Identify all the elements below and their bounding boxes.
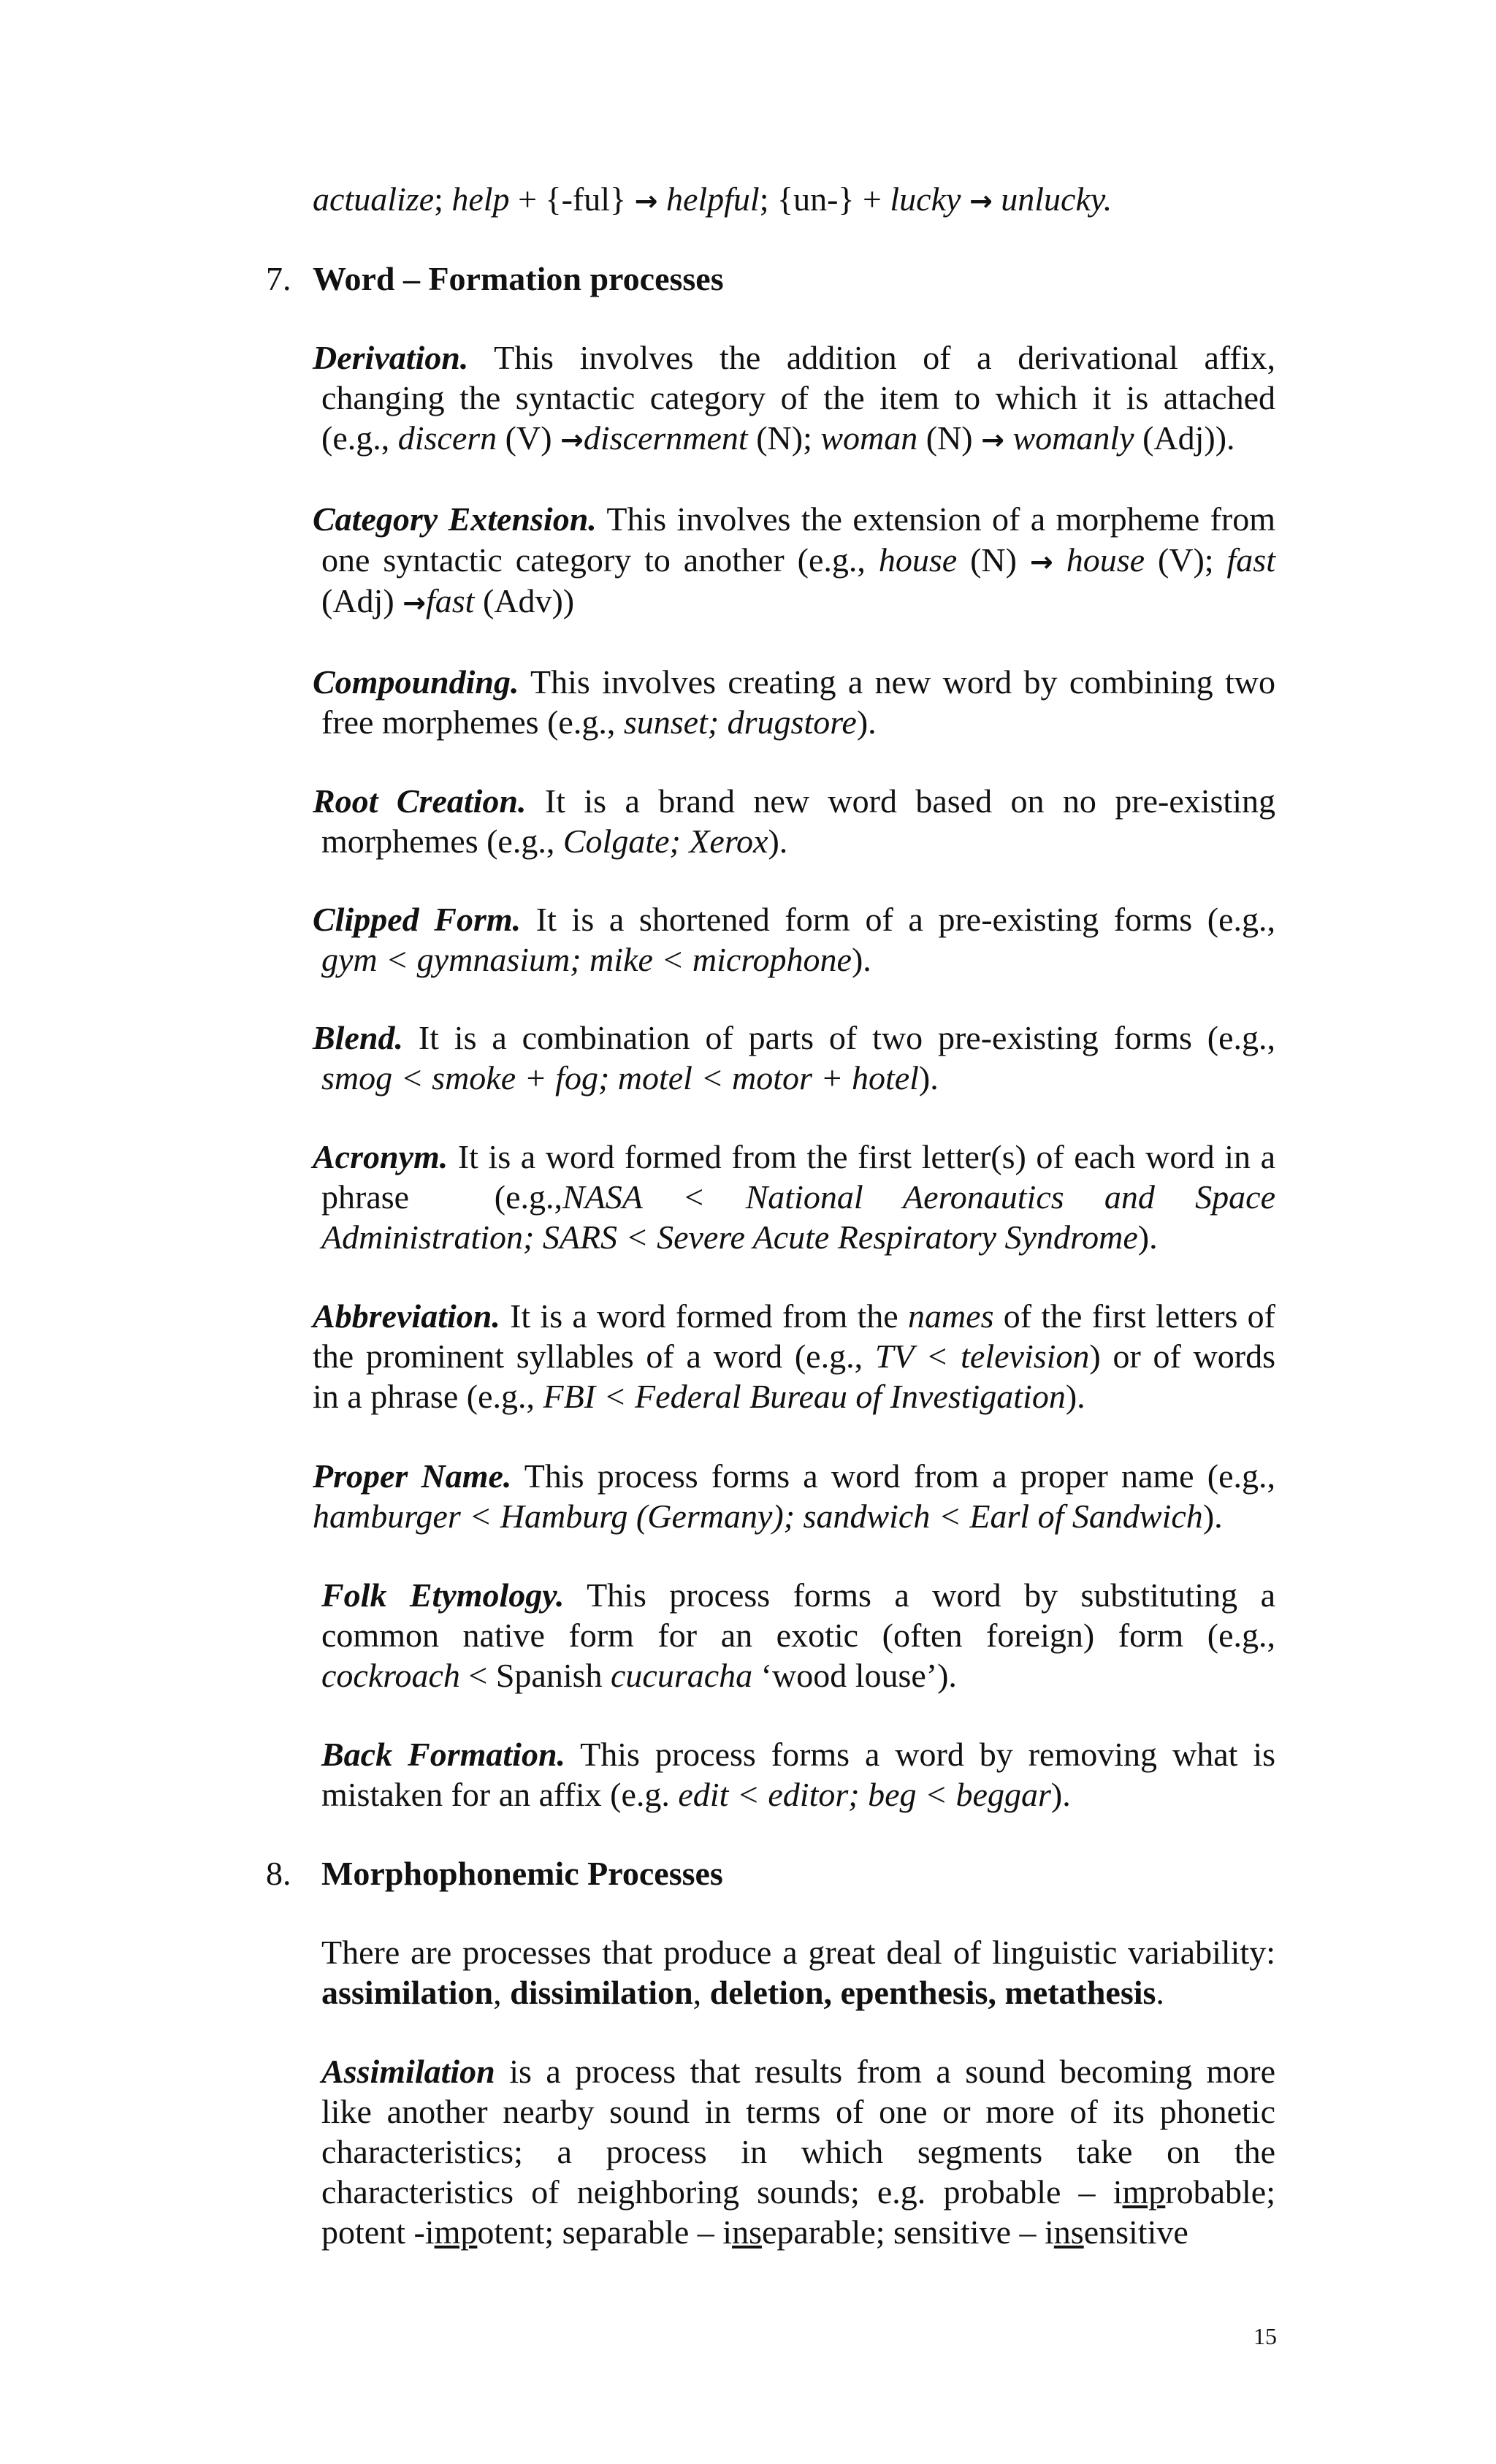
- term-folk-etymology: Folk Etymology.: [321, 1576, 565, 1614]
- page-number: 15: [1253, 2323, 1277, 2349]
- intro-line: actualize; help + {-ful} → helpful; {un-} + lucky → unlucky.: [313, 180, 1113, 218]
- folk-etymology-line-3: cockroach < Spanish cucuracha ‘wood louse’).: [321, 1657, 957, 1694]
- assimilation-line-4: characteristics of neighboring sounds; e.g. probable – improbable;: [321, 2173, 1275, 2211]
- blend-line-2: smog < smoke + fog; motel < motor + hotel).: [321, 1059, 939, 1096]
- term-back-formation: Back Formation.: [321, 1736, 566, 1773]
- section-7-number: 7.: [266, 260, 291, 297]
- acronym-line-3: Administration; SARS < Severe Acute Respiratory Syndrome).: [321, 1218, 1158, 1256]
- right-arrow-icon: →: [1029, 546, 1053, 578]
- compounding-line-2: free morphemes (e.g., sunset; drugstore).: [321, 703, 877, 741]
- back-formation-line-2: mistaken for an affix (e.g. edit < editor; beg < beggar).: [321, 1776, 1071, 1813]
- proper-name-line-2: hamburger < Hamburg (Germany); sandwich < Earl of Sandwich).: [313, 1498, 1223, 1535]
- term-blend: Blend.: [313, 1019, 403, 1056]
- clipped-form-line-2: gym < gymnasium; mike < microphone).: [321, 941, 871, 978]
- assimilation-line-1: Assimilation is a process that results from a sound becoming more: [321, 2053, 1275, 2090]
- abbreviation-line-2: the prominent syllables of a word (e.g., TV < television) or of words: [313, 1338, 1275, 1375]
- back-formation-line-1: Back Formation. This process forms a word by removing what is: [321, 1736, 1276, 1773]
- term-derivation: Derivation.: [313, 339, 469, 376]
- term-assimilation: Assimilation: [321, 2053, 495, 2090]
- processes-intro-line-1: There are processes that produce a great deal of linguistic variability:: [321, 1934, 1275, 1971]
- section-8-heading: Morphophonemic Processes: [321, 1855, 723, 1892]
- assimilation-line-2: like another nearby sound in terms of one or more of its phonetic: [321, 2093, 1275, 2130]
- example-word: unlucky.: [1001, 180, 1113, 218]
- term-abbreviation: Abbreviation.: [313, 1297, 500, 1335]
- term-proper-name: Proper Name.: [313, 1457, 512, 1495]
- term-root-creation: Root Creation.: [313, 782, 527, 820]
- example-word: help: [451, 180, 510, 218]
- folk-etymology-line-1: Folk Etymology. This process forms a word by substituting a: [321, 1576, 1275, 1614]
- right-arrow-icon: →: [402, 587, 426, 619]
- section-7-heading: Word – Formation processes: [313, 260, 724, 297]
- assimilation-line-5: potent -impotent; separable – inseparable; sensitive – insensitive: [321, 2213, 1188, 2251]
- folk-etymology-line-2: common native form for an exotic (often foreign) form (e.g.,: [321, 1617, 1275, 1654]
- root-creation-line-2: morphemes (e.g., Colgate; Xerox).: [321, 823, 788, 860]
- abbreviation-line-3: in a phrase (e.g., FBI < Federal Bureau of Investigation).: [313, 1378, 1085, 1415]
- compounding-line-1: Compounding. This involves creating a new word by combining two: [313, 663, 1275, 701]
- example-word: lucky: [890, 180, 961, 218]
- term-clipped-form: Clipped Form.: [313, 901, 522, 938]
- example-word: actualize: [313, 180, 435, 218]
- category-extension-line-2: one syntactic category to another (e.g., house (N) → house (V); fast: [321, 541, 1275, 579]
- example-word: helpful: [665, 180, 760, 218]
- proper-name-line-1: Proper Name. This process forms a word from a proper name (e.g.,: [313, 1457, 1275, 1495]
- assimilation-line-3: characteristics; a process in which segments take on the: [321, 2133, 1275, 2170]
- root-creation-line-1: Root Creation. It is a brand new word based on no pre-existing: [313, 782, 1275, 820]
- processes-intro-line-2: assimilation, dissimilation, deletion, epenthesis, metathesis.: [321, 1974, 1164, 2011]
- term-acronym: Acronym.: [313, 1138, 449, 1175]
- blend-line-1: Blend. It is a combination of parts of two pre-existing forms (e.g.,: [313, 1019, 1275, 1056]
- category-extension-line-3: (Adj) →fast (Adv)): [321, 582, 575, 619]
- right-arrow-icon: →: [969, 185, 993, 217]
- derivation-line-2: changing the syntactic category of the item to which it is attached: [321, 379, 1275, 416]
- derivation-line-1: Derivation. This involves the addition of a derivational affix,: [313, 339, 1275, 376]
- term-compounding: Compounding.: [313, 663, 519, 701]
- acronym-line-1: Acronym. It is a word formed from the first letter(s) of each word in a: [313, 1138, 1275, 1175]
- section-8-number: 8.: [266, 1855, 291, 1892]
- category-extension-line-1: Category Extension. This involves the extension of a morpheme from: [313, 500, 1275, 538]
- right-arrow-icon: →: [634, 185, 658, 217]
- right-arrow-icon: →: [981, 424, 1004, 456]
- clipped-form-line-1: Clipped Form. It is a shortened form of a pre-existing forms (e.g.,: [313, 901, 1275, 938]
- right-arrow-icon: →: [560, 424, 584, 456]
- acronym-line-2: phrase (e.g.,NASA < National Aeronautics and Space: [321, 1178, 1275, 1216]
- derivation-line-3: (e.g., discern (V) →discernment (N); woman (N) → womanly (Adj)).: [321, 419, 1235, 457]
- term-category-extension: Category Extension.: [313, 500, 597, 538]
- abbreviation-line-1: Abbreviation. It is a word formed from the names of the first letters of: [313, 1297, 1276, 1335]
